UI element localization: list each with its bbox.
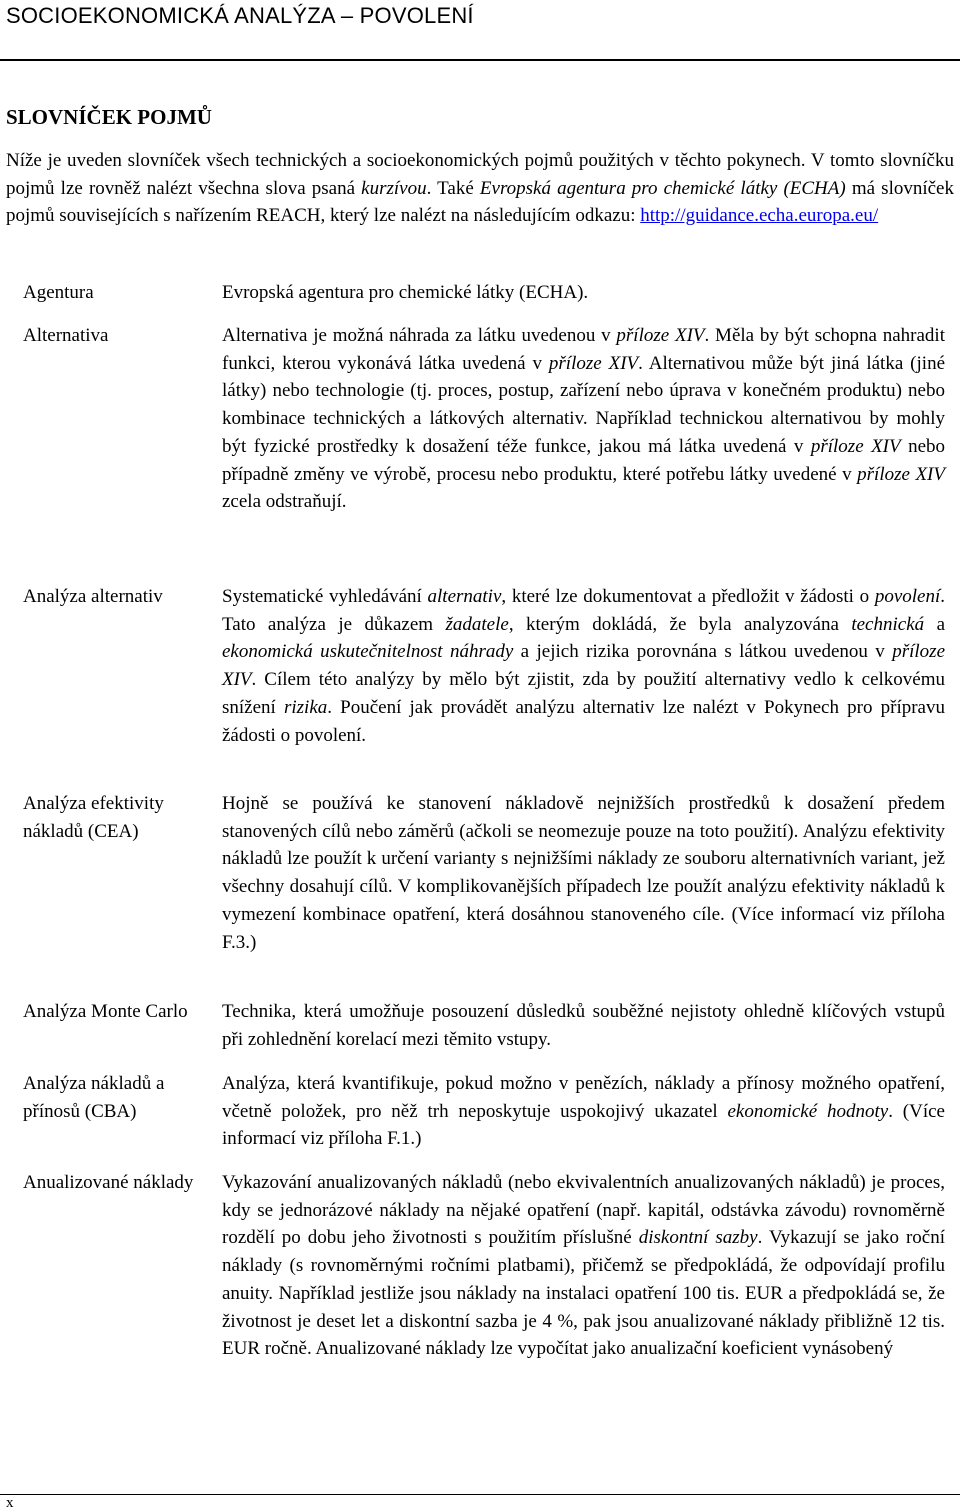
def-italic: žadatele xyxy=(445,613,509,635)
intro-paragraph xyxy=(6,147,954,230)
def-italic: alternativ xyxy=(427,586,502,607)
page-number: x xyxy=(6,1495,14,1511)
document-header-title: SOCIOEKONOMICKÁ ANALÝZA – POVOLENÍ xyxy=(6,3,474,28)
def-text: a jejich rizika porovnána s látkou uvedenou v xyxy=(513,641,893,663)
def-text: . Cílem této analýzy by mělo být zjistit, zda by použití alternativy vedlo k celkovému snížení xyxy=(222,669,945,718)
def-italic: rizika xyxy=(283,696,328,718)
definition-agentura: Evropská agentura pro chemické látky (ECHA). xyxy=(222,282,589,303)
def-text: . (Více informací viz příloha F.1.) xyxy=(222,1100,945,1150)
term-agentura: Agentura xyxy=(23,282,94,303)
intro-italic-kurzivou: kurzívou xyxy=(361,177,427,199)
def-text: nebo případně změny ve výrobě, procesu nebo produktu, které potřebu látky uvedené v xyxy=(222,435,945,485)
def-text: a xyxy=(924,613,945,635)
def-italic: ekonomické hodnoty xyxy=(727,1100,889,1122)
section-heading: SLOVNÍČEK POJMŮ xyxy=(6,105,212,129)
def-italic: příloze XIV xyxy=(222,641,945,691)
intro-text: Níže je uveden slovníček všech technických a socioekonomických pojmů použitých v těchto pokynech. V tomto slovníčku pojmů lze rovněž nalézt všechna slova psaná xyxy=(6,150,954,199)
def-text: Systematické vyhledávání xyxy=(222,586,428,607)
intro-text: . Také xyxy=(426,177,480,199)
def-italic: ekonomická uskutečnitelnost náhrady xyxy=(222,641,514,663)
def-italic: diskontní sazby xyxy=(638,1227,758,1249)
header-rule xyxy=(0,59,960,61)
def-italic: příloze XIV xyxy=(548,352,639,374)
footer-rule xyxy=(0,1494,960,1495)
def-text: Vykazování anualizovaných nákladů (nebo ekvivalentních anualizovaných nákladů) je proces, kdy se jednorázové náklady na nějaké opatření (např. kapitál, odstávka závodu) rovnoměrně rozdělí po dobu jeho životnosti s použitím příslušné xyxy=(222,1172,945,1249)
def-text: , které lze dokumentovat a předložit v žádosti o xyxy=(501,586,875,607)
term-analyza-alternativ: Analýza alternativ xyxy=(23,586,163,607)
definition-monte-carlo: Technika, která umožňuje posouzení důsledků souběžné nejistoty ohledně klíčových vstupů při zohlednění korelací mezi těmito vstupy. xyxy=(222,1001,945,1050)
def-italic: technická xyxy=(851,613,925,635)
def-text: . Poučení jak provádět analýzu alternativ lze nalézt v Pokynech pro přípravu žádosti o povolení. xyxy=(222,696,945,746)
term-cea: Analýza efektivity nákladů (CEA) xyxy=(23,793,164,842)
definition-cea: Hojně se používá ke stanovení nákladově nejnižších prostředků k dosažení předem stanovených cílů nebo záměrů (ačkoli se neomezuje pouze na toto použití). Analýzu efektivity nákladů lze použít k určení varianty s nejnižšími náklady ze souboru alternativních variant, jež všechny dosahují cílů. V komplikovanějších případech lze použít analýzu efektivity nákladů k vymezení kombinace opatření, která dosáhnou stanoveného cíle. (Více informací viz příloha F.3.) xyxy=(222,793,945,953)
definition-cba xyxy=(222,1070,945,1153)
def-text: . Tato analýza je důkazem xyxy=(222,586,945,635)
term-cba: Analýza nákladů a přínosů (CBA) xyxy=(23,1073,165,1122)
def-text: Alternativa je možná náhrada za látku uvedenou v xyxy=(222,325,617,346)
def-text: . Měla by být schopna nahradit funkci, kterou vykonává látka uvedená v xyxy=(222,325,945,374)
definition-alternativa xyxy=(222,322,945,516)
def-italic: příloze XIV xyxy=(616,325,705,346)
definition-analyza-alternativ xyxy=(222,583,945,749)
intro-italic-echa: Evropská agentura pro chemické látky (ECHA) xyxy=(479,177,846,199)
def-text: Analýza, která kvantifikuje, pokud možno v penězích, náklady a přínosy možného opatření, včetně položek, pro něž trh neposkytuje uspokojivý ukazatel xyxy=(222,1073,945,1122)
def-text: . Vykazují se jako roční náklady (s rovnoměrnými ročními platbami), přičemž se předpokládá, že odpovídají profilu anuity. Například jestliže jsou náklady na instalaci opatření 100 tis. EUR a předpokládá se, že životnost je deset let a diskontní sazba je 4 %, pak jsou anualizované náklady přibližně 12 tis. EUR ročně. Anualizované náklady lze vypočítat jako anualizační koeficient vynásobený xyxy=(222,1227,945,1360)
guidance-link[interactable]: http://guidance.echa.europa.eu/ xyxy=(640,205,879,227)
def-text: zcela odstraňují. xyxy=(222,491,347,513)
def-text: , kterým dokládá, že byla analyzována xyxy=(508,613,852,635)
definition-anualizovane-naklady xyxy=(222,1169,945,1363)
term-monte-carlo: Analýza Monte Carlo xyxy=(23,1001,188,1022)
def-italic: příloze XIV xyxy=(857,463,945,485)
def-italic: povolení xyxy=(874,586,941,607)
intro-text: má slovníček pojmů souvisejících s nařízením REACH, který lze nalézt na následujícím odkazu: xyxy=(6,177,954,227)
term-anualizovane-naklady: Anualizované náklady xyxy=(23,1172,194,1193)
term-alternativa: Alternativa xyxy=(23,325,109,346)
def-text: . Alternativou může být jiná látka (jiné látky) nebo technologie (tj. proces, postup, zařízení nebo úprava v konečném produktu) nebo kombinace technických a látkových alternativ. Například technickou alternativou by mohly být fyzické prostředky k dosažení téže funkce, jakou má látka uvedená v xyxy=(222,352,946,457)
def-italic: příloze XIV xyxy=(810,435,901,457)
